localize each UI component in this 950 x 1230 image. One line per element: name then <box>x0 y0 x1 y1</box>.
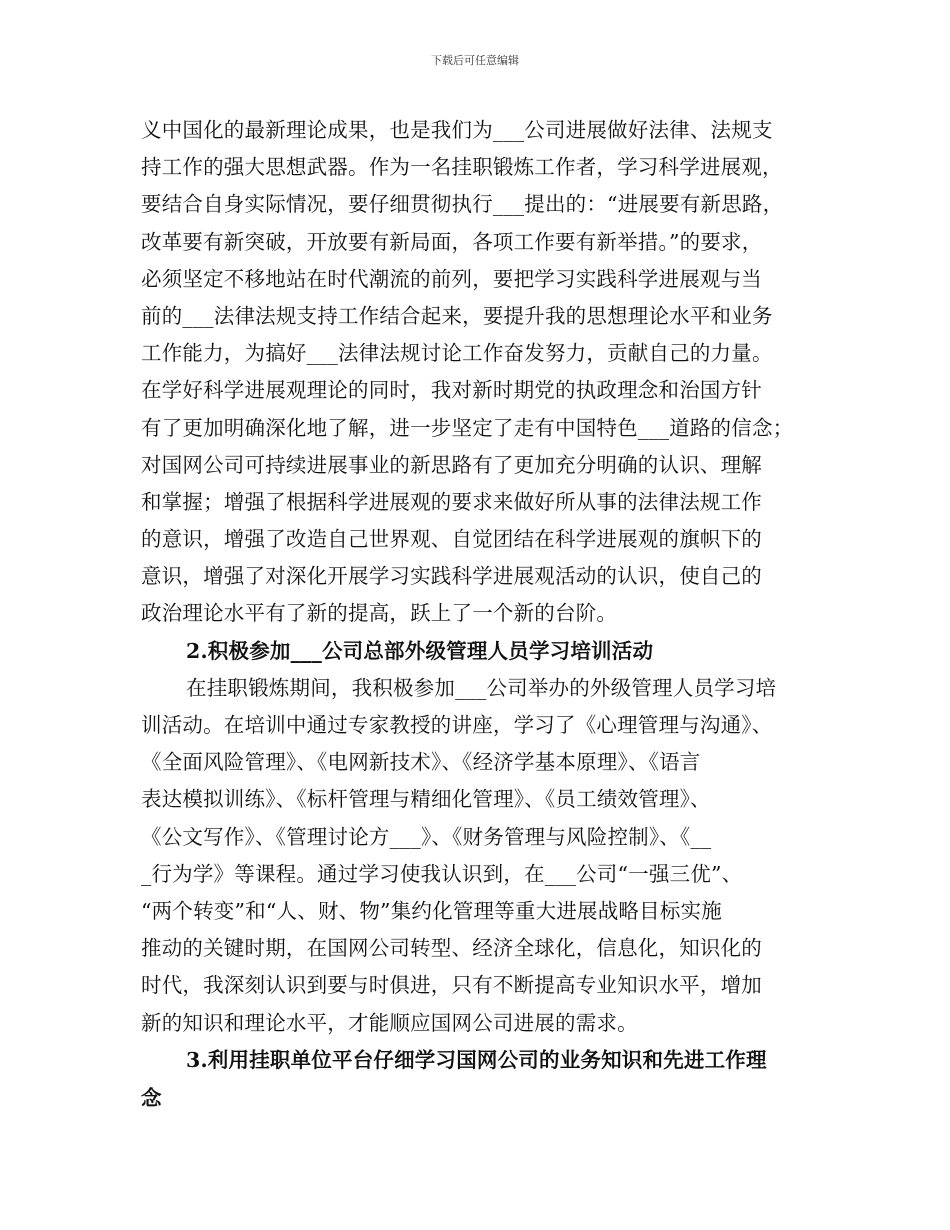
document-body <box>141 112 823 1117</box>
section-heading-3-continued: 念 <box>141 1086 162 1111</box>
paragraph-line: 有了更加明确深化地了解，进一步坚定了走有中国特色___道路的信念； <box>141 415 794 440</box>
section-heading-3: 3.利用挂职单位平台仔细学习国网公司的业务知识和先进工作理 <box>186 1047 767 1072</box>
paragraph-line: 义中国化的最新理论成果，也是我们为___公司进展做好法律、法规支 <box>141 118 773 142</box>
paragraph-line: 在学好科学进展观理论的同时，我对新时期党的执政理念和治国方针 <box>141 378 762 403</box>
paragraph-line: “两个转变”和“人、财、物”集约化管理等重大进展战略目标实施 <box>141 898 722 923</box>
paragraph-line: 表达模拟训练》、《标杆管理与精细化管理》、《员工绩效管理》、 <box>141 787 711 812</box>
paragraph-line: 前的___法律法规支持工作结合起来，要提升我的思想理论水平和业务 <box>141 303 773 328</box>
paragraph-line: 的意识，增强了改造自己世界观、自觉团结在科学进展观的旗帜下的 <box>141 527 762 552</box>
paragraph-line: 持工作的强大思想武器。作为一名挂职锻炼工作者，学习科学进展观， <box>141 155 783 180</box>
paragraph-line: 意识，增强了对深化开展学习实践科学进展观活动的认识，使自己的 <box>141 564 762 589</box>
paragraph-line: 《全面风险管理》、《电网新技术》、《经济学基本原理》、《语言 <box>141 750 701 775</box>
paragraph-line: 《公文写作》、《管理讨论方___》、《财务管理与风险控制》、《__ <box>141 824 712 849</box>
paragraph-line: 政治理论水平有了新的提高，跃上了一个新的台阶。 <box>141 601 618 626</box>
paragraph-line: 推动的关键时期，在国网公司转型、经济全球化，信息化，知识化的 <box>141 936 762 961</box>
paragraph-line: 必须坚定不移地站在时代潮流的前列，要把学习实践科学进展观与当 <box>141 266 762 291</box>
paragraph-line: 新的知识和理论水平，才能顺应国网公司进展的需求。 <box>141 1010 638 1035</box>
page-header: 下载后可任意编辑 <box>431 54 519 67</box>
paragraph-line: 和掌握；增强了根据科学进展观的要求来做好所从事的法律法规工作 <box>141 489 762 514</box>
paragraph-line: _行为学》等课程。通过学习使我认识到，在___公司“一强三优”、 <box>141 861 743 886</box>
paragraph-first-line: 在挂职锻炼期间，我积极参加___公司举办的外级管理人员学习培 <box>186 675 777 700</box>
paragraph-line: 改革要有新突破，开放要有新局面，各项工作要有新举措。”的要求， <box>141 229 763 254</box>
paragraph-line: 对国网公司可持续进展事业的新思路有了更加充分明确的认识、理解 <box>141 452 762 477</box>
paragraph-line: 工作能力，为搞好___法律法规讨论工作奋发努力，贡献自己的力量。 <box>141 341 773 366</box>
paragraph-line: 训活动。在培训中通过专家教授的讲座，学习了《心理管理与沟通》、 <box>141 713 773 737</box>
paragraph-line: 要结合自身实际情况，要仔细贯彻执行___提出的：“进展要有新思路， <box>141 192 784 217</box>
paragraph-line: 时代，我深刻认识到要与时俱进，只有不断提高专业知识水平，增加 <box>141 973 762 998</box>
section-heading-2: 2.积极参加___公司总部外级管理人员学习培训活动 <box>186 638 654 663</box>
